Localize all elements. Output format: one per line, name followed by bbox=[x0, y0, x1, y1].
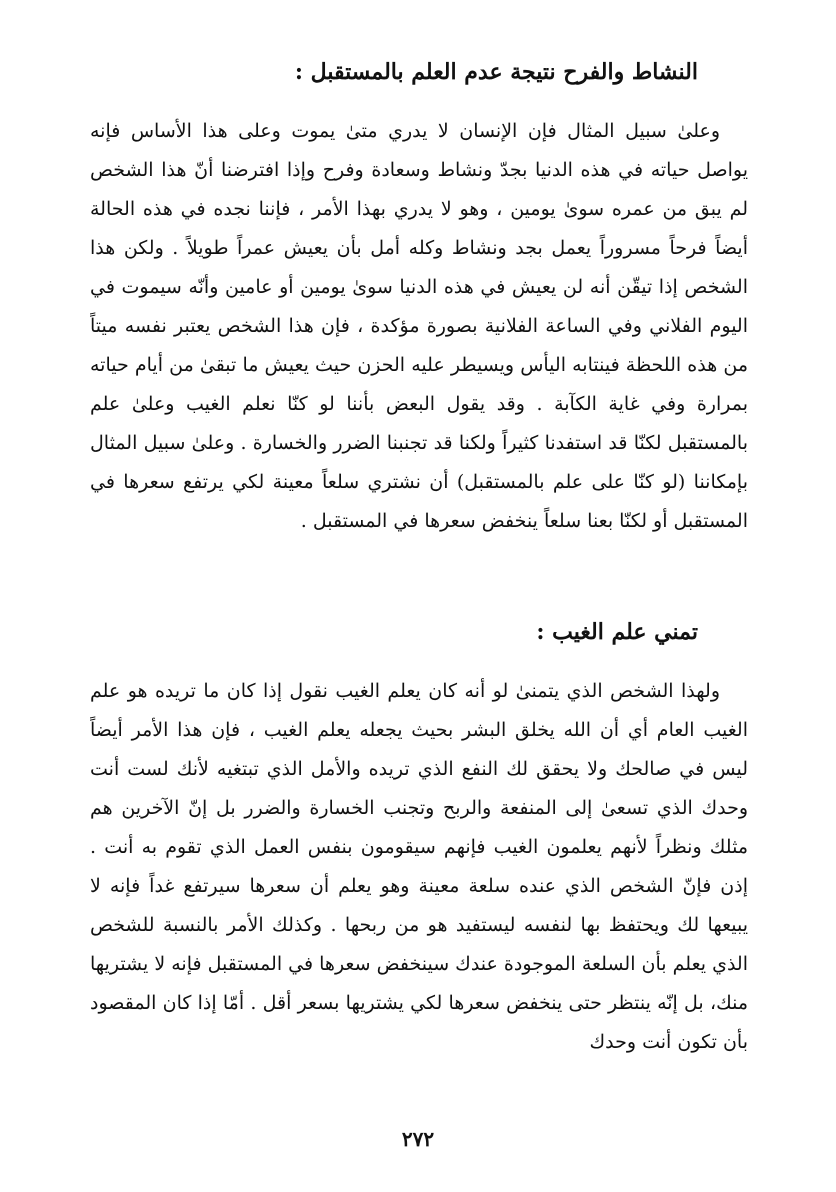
page-number: ٢٧٢ bbox=[401, 1127, 435, 1151]
paragraph-text: ولهذا الشخص الذي يتمنىٰ لو أنه كان يعلم الغيب نقول إذا كان ما تريده هو علم الغيب العام أي أن الله يخلق البشر بحيث يجعله يعلم الغيب ، فإن هذا الأمر أيضاً ليس في صالحك ولا يحقق لك النفع الذي تريده والأمل الذي تبتغيه لأنك لست أنت وحدك الذي تسعىٰ إلى المنفعة والربح وتجنب الخسارة والضرر بل إنّ الآخرين هم مثلك ونظراً لأنهم يعلمون الغيب فإنهم سيقومون بنفس العمل الذي تقوم به أنت . إذن فإنّ الشخص الذي عنده سلعة معينة وهو يعلم أن سعرها سيرتفع غداً فإنه لا يبيعها لك ويحتفظ بها لنفسه ليستفيد هو من ربحها . وكذلك الأمر بالنسبة للشخص الذي يعلم بأن السلعة الموجودة عندك سينخفض سعرها في المستقبل فإنه لا يشتريها منك، بل إنّه ينتظر حتى ينخفض سعرها لكي يشتريها بسعر أقل . أمّا إذا كان المقصود بأن تكون أنت وحدك bbox=[90, 680, 748, 1053]
paragraph-activity-joy bbox=[90, 112, 748, 602]
paragraph-text: وعلىٰ سبيل المثال فإن الإنسان لا يدري متىٰ يموت وعلى هذا الأساس فإنه يواصل حياته في هذه الدنيا بجدّ ونشاط وسعادة وفرح وإذا افترضنا أنّ هذا الشخص لم يبق من عمره سوىٰ يومين ، وهو لا يدري بهذا الأمر ، فإننا نجده في هذه الحالة أيضاً فرحاً مسروراً يعمل بجد ونشاط وكله أمل بأن يعيش عمراً طويلاً . ولكن هذا الشخص إذا تيقّن أنه لن يعيش في هذه الدنيا سوىٰ يومين أو عامين وأنّه سيموت في اليوم الفلاني وفي الساعة الفلانية بصورة مؤكدة ، فإن هذا الشخص يعتبر نفسه ميتاً من هذه اللحظة فينتابه اليأس ويسيطر عليه الحزن حيث يعيش ما تبقىٰ من أيام حياته بمرارة وفي غاية الكآبة . وقد يقول البعض بأننا لو كنّا نعلم الغيب وعلىٰ علم بالمستقبل لكنّا قد استفدنا كثيراً ولكنا قد تجنبنا الضرر والخسارة . وعلىٰ سبيل المثال بإمكاننا (لو كنّا على علم بالمستقبل) أن نشتري سلعاً معينة لكي يرتفع سعرها في المستقبل أو لكنّا بعنا سلعاً ينخفض سعرها في المستقبل . bbox=[90, 120, 748, 532]
paragraph-wishing-unseen bbox=[90, 672, 748, 1132]
section-heading-wishing-unseen: تمني علم الغيب : bbox=[536, 619, 698, 645]
section-heading-activity-joy: النشاط والفرح نتيجة عدم العلم بالمستقبل : bbox=[294, 59, 698, 85]
